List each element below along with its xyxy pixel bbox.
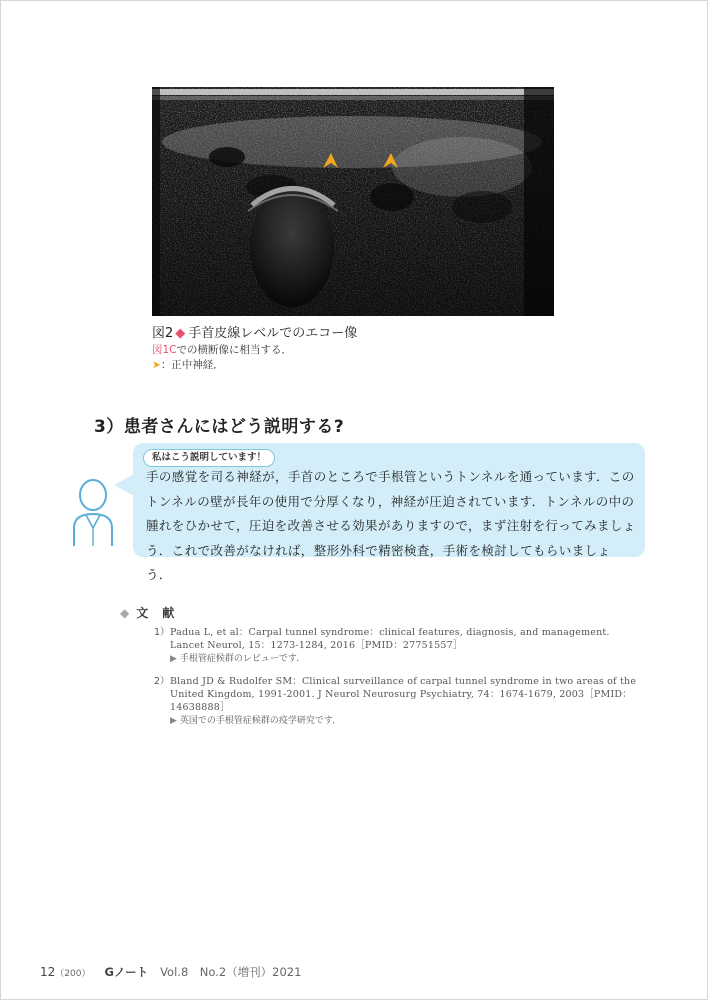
reference-comment-text: 英国での手根管症候群の疫学研究です． xyxy=(179,716,342,726)
arrowhead-icon: ➤ xyxy=(152,359,161,371)
reference-list xyxy=(154,626,646,737)
figure-title xyxy=(152,325,572,343)
figure-caption xyxy=(152,325,572,373)
journal-issue: Vol.8 No.2（増刊）2021 xyxy=(160,965,302,979)
gray-diamond-icon: ◆ xyxy=(120,606,131,620)
references-heading-text: 文 献 xyxy=(136,606,176,620)
reference-item xyxy=(154,626,646,667)
triangle-right-icon: ▶ xyxy=(170,716,177,726)
figure-note-2-text: ：正中神経． xyxy=(160,359,224,371)
figure-label: 図2 xyxy=(152,326,174,341)
page-footer xyxy=(40,964,301,980)
references-heading xyxy=(120,604,175,621)
reference-number: 2） xyxy=(154,676,170,687)
reference-comment-text: 手根管症候群のレビューです． xyxy=(179,654,306,664)
figure-note-1-text: での横断像に相当する． xyxy=(176,344,293,356)
explanation-badge: 私はこう説明しています！ xyxy=(143,449,275,467)
pink-diamond-icon: ◆ xyxy=(175,326,186,341)
figure-title-text: 手首皮線レベルでのエコー像 xyxy=(188,326,358,341)
speech-bubble xyxy=(133,443,645,582)
reference-citation: Padua L, et al：Carpal tunnel syndrome：clinical features, diagnosis, and management. Lancet Neurol, 15：1273-1284, 2016［PMID：27751557］ xyxy=(170,627,610,651)
reference-item xyxy=(154,675,646,729)
speech-bubble-tail xyxy=(114,474,134,496)
journal-name: Gノート xyxy=(104,965,149,979)
triangle-right-icon: ▶ xyxy=(170,654,177,664)
explanation-text: 手の感覚を司る神経が，手首のところで手根管というトンネルを通っています．このトンネルの壁が長年の使用で分厚くなり，神経が圧迫されています．トンネルの中の腫れをひかせて，圧迫を改善させる効果がありますので，まず注射を行ってみましょう．これで改善がなければ，整形外科で精密検査，手術を検討してもらいましょう． xyxy=(146,469,636,582)
reference-comment xyxy=(170,652,646,667)
figure-note-2 xyxy=(152,358,572,373)
section-title: 3）患者さんにはどう説明する? xyxy=(94,417,345,437)
reference-comment xyxy=(170,714,646,729)
figure-reference-link: 図1C xyxy=(152,344,177,356)
page-number: 12 xyxy=(40,965,56,979)
reference-citation: Bland JD & Rudolfer SM：Clinical surveillance of carpal tunnel syndrome in two areas of the United Kingdom, 1991-2001. J Neurol Neurosurg Psychiatry, 74：1674-1679, 2003［PMID：14638888］ xyxy=(170,676,637,713)
page-total: （200） xyxy=(55,969,91,979)
figure-note-1 xyxy=(152,343,572,358)
ultrasound-image xyxy=(152,87,554,316)
reference-number: 1） xyxy=(154,627,170,638)
